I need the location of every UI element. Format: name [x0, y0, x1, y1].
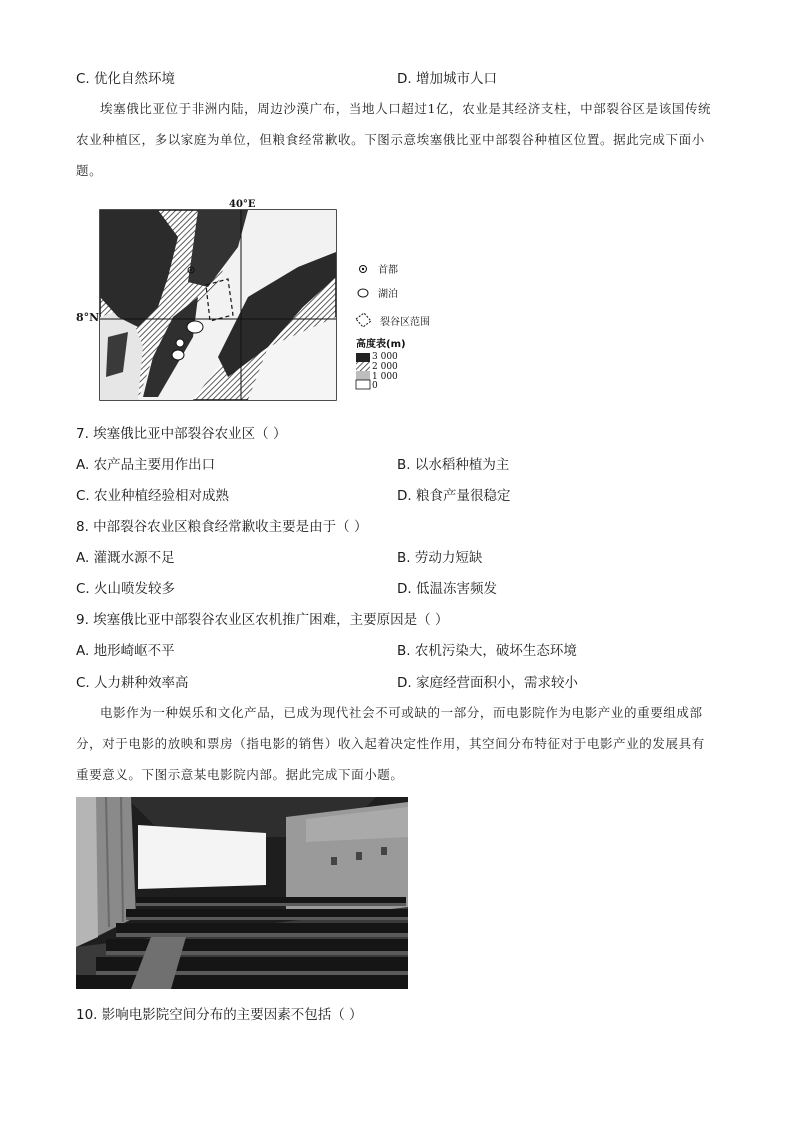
q7-option-c[interactable]: C. 农业种植经验相对成熟: [76, 488, 230, 504]
q9-option-b[interactable]: B. 农机污染大，破坏生态环境: [397, 643, 577, 659]
cinema-interior-photo: [76, 797, 408, 989]
option-c-prev: C. 优化自然环境: [76, 71, 176, 87]
q7-option-b[interactable]: B. 以水稻种植为主: [397, 457, 510, 473]
q7-option-d[interactable]: D. 粮食产量很稳定: [397, 488, 511, 504]
legend-alt-0: 0: [372, 381, 378, 391]
q9-option-d[interactable]: D. 家庭经营面积小，需求较小: [397, 675, 578, 691]
option-d-prev: D. 增加城市人口: [397, 71, 497, 87]
legend-alt-3000: 3 000: [372, 352, 398, 362]
latitude-label: 8°N: [76, 311, 100, 324]
passage-ethiopia: 埃塞俄比亚位于非洲内陆，周边沙漠广布，当地人口超过1亿，农业是其经济支柱，中部裂谷区是该国传统农业种植区，多以家庭为单位，但粮食经常歉收。下图示意埃塞俄比亚中部裂谷种植区位置。据此完成下面小题。: [76, 101, 712, 178]
legend-lake: 湖泊: [378, 289, 398, 300]
q10-stem: 10. 影响电影院空间分布的主要因素不包括（ ）: [76, 1007, 363, 1023]
q8-option-d[interactable]: D. 低温冻害频发: [397, 581, 497, 597]
rift-valley-map: [98, 197, 448, 407]
q9-stem: 9. 埃塞俄比亚中部裂谷农业区农机推广困难，主要原因是（ ）: [76, 612, 449, 628]
legend-alt-1000: 1 000: [372, 372, 398, 382]
q8-option-c[interactable]: C. 火山喷发较多: [76, 581, 176, 597]
q9-option-a[interactable]: A. 地形崎岖不平: [76, 643, 175, 659]
q8-option-a[interactable]: A. 灌溉水源不足: [76, 550, 175, 566]
q8-stem: 8. 中部裂谷农业区粮食经常歉收主要是由于（ ）: [76, 519, 368, 535]
longitude-label: 40°E: [229, 199, 256, 210]
legend-rift: 裂谷区范围: [380, 317, 430, 328]
q8-option-b[interactable]: B. 劳动力短缺: [397, 550, 483, 566]
q7-stem: 7. 埃塞俄比亚中部裂谷农业区（ ）: [76, 426, 287, 442]
legend-alt-2000: 2 000: [372, 362, 398, 372]
q9-option-c[interactable]: C. 人力耕种效率高: [76, 675, 189, 691]
legend-capital: 首都: [378, 265, 398, 276]
q7-option-a[interactable]: A. 农产品主要用作出口: [76, 457, 216, 473]
passage-cinema: 电影作为一种娱乐和文化产品，已成为现代社会不可或缺的一部分，而电影院作为电影产业的重要组成部分，对于电影的放映和票房（指电影的销售）收入起着决定性作用，其空间分布特征对于电影产业的发展具有重要意义。下图示意某电影院内部。据此完成下面小题。: [76, 705, 705, 782]
legend-altitude-title: 高度表(m): [356, 339, 406, 350]
